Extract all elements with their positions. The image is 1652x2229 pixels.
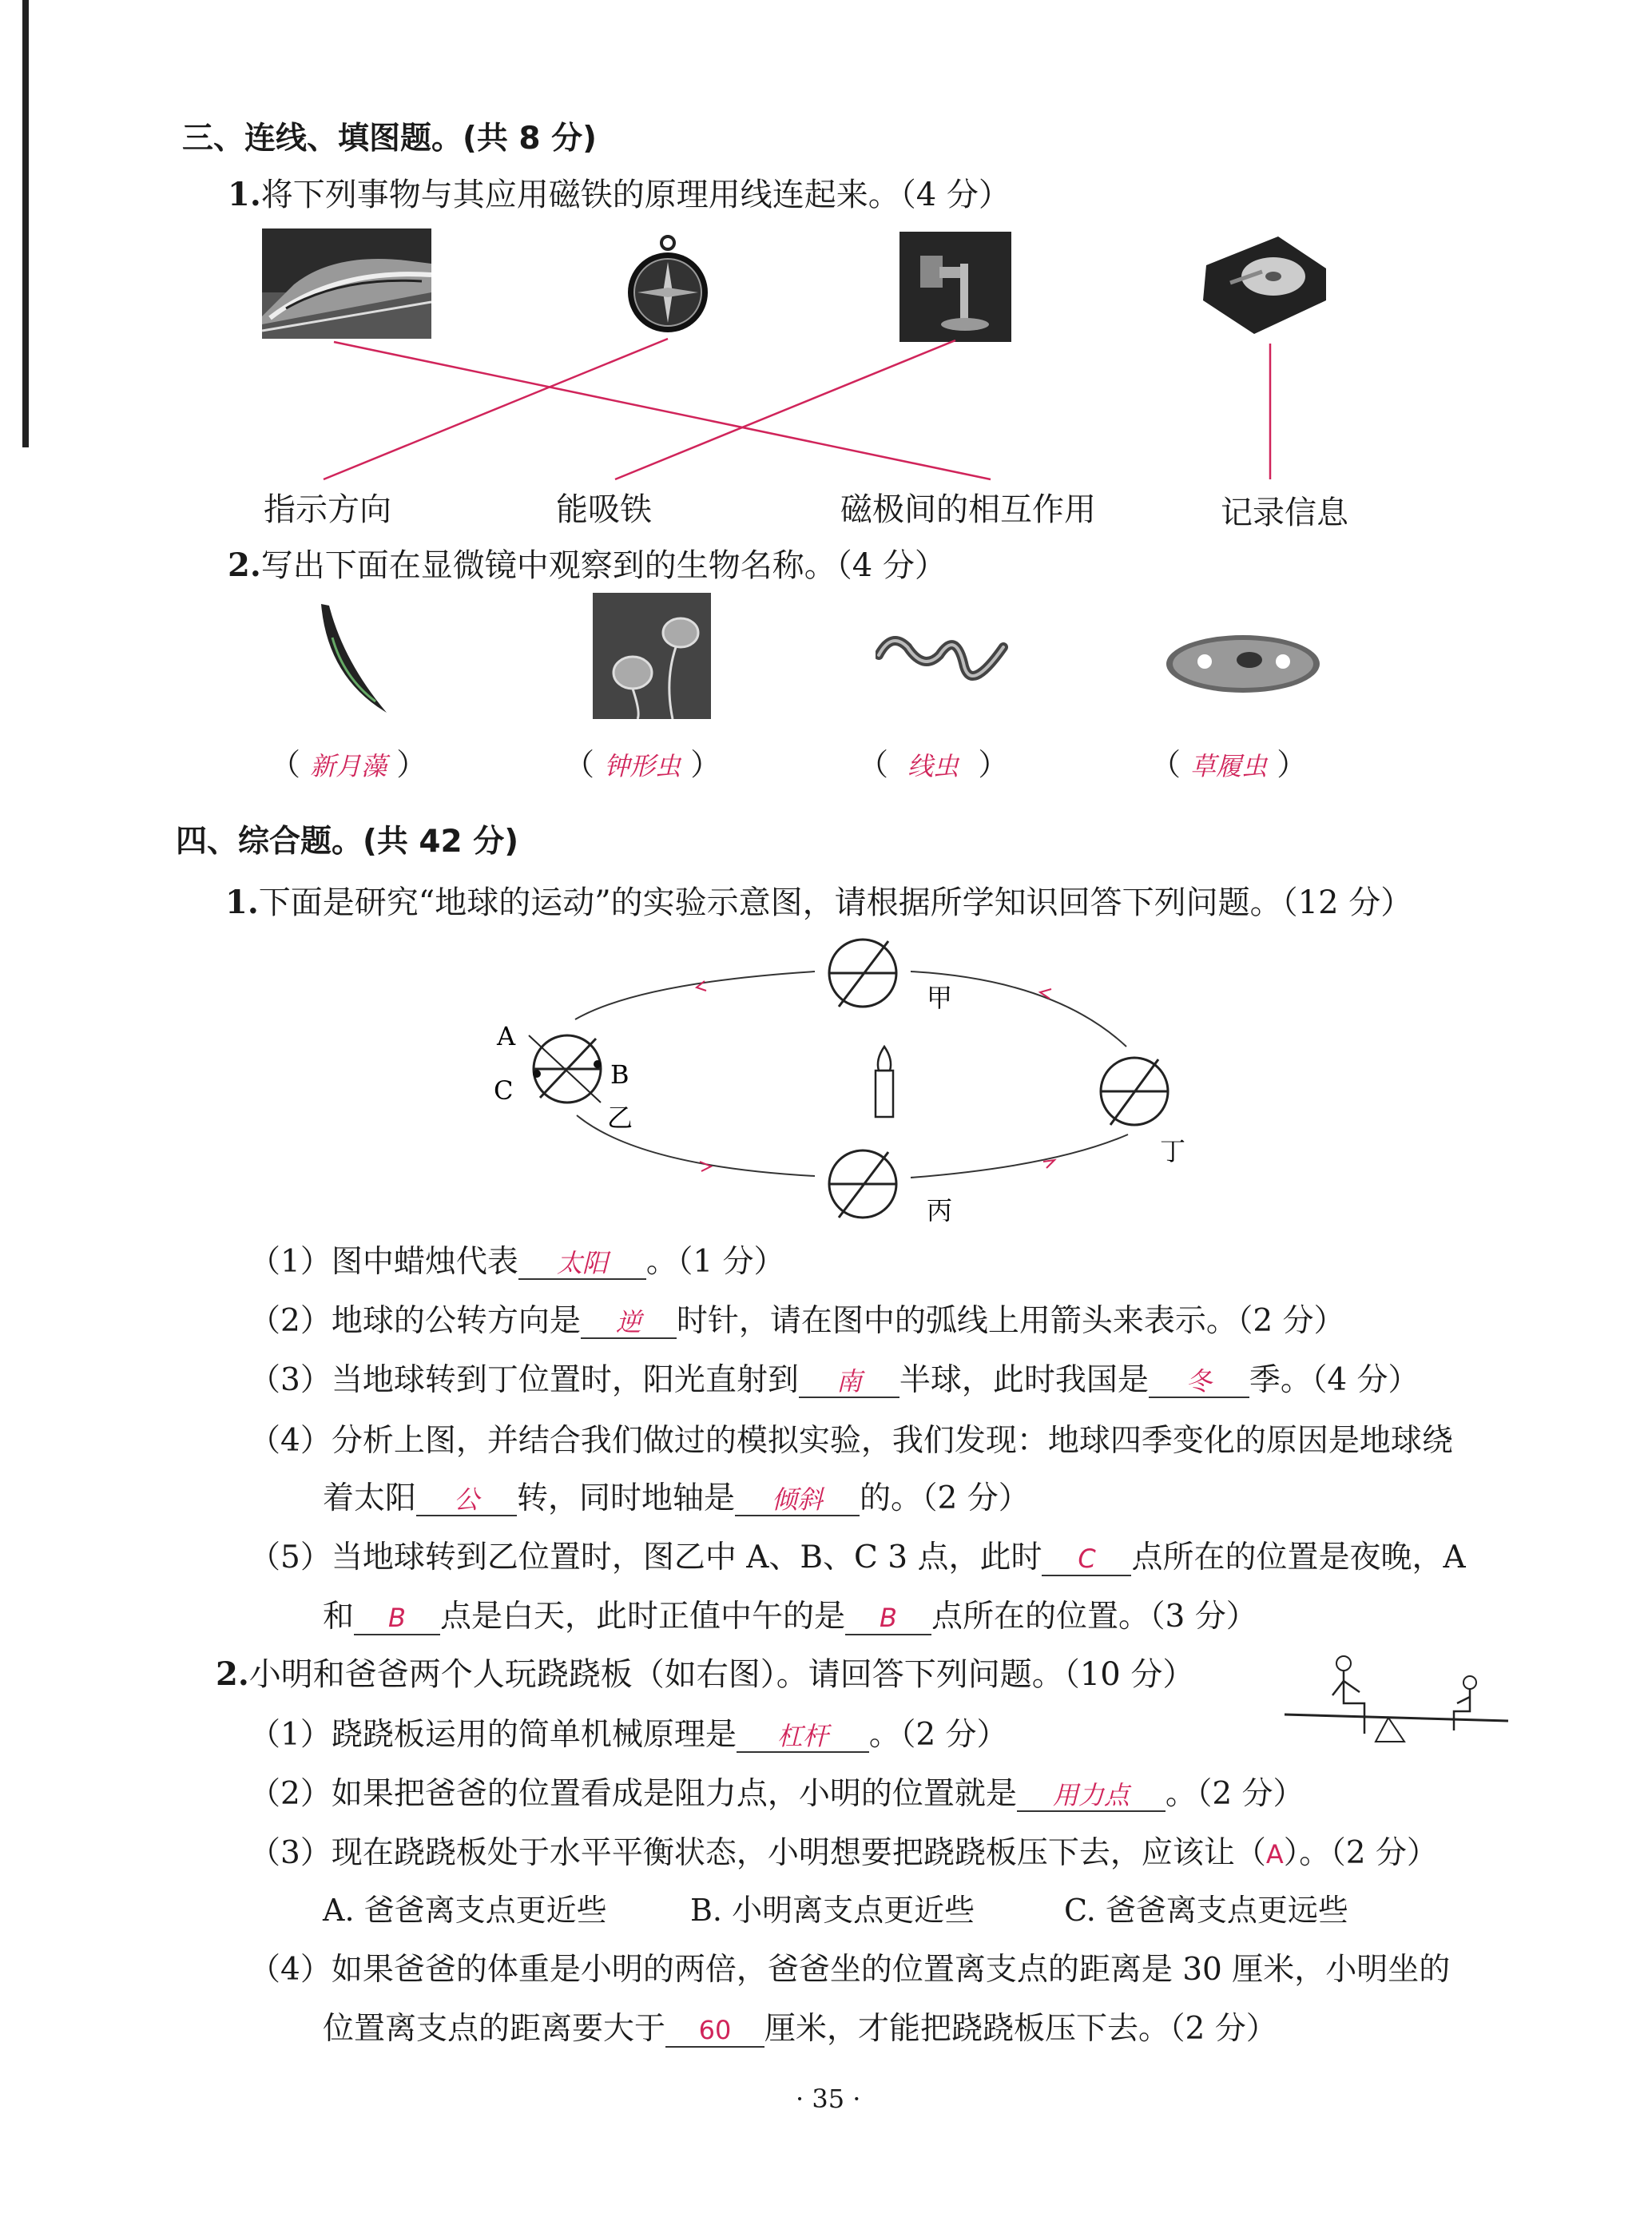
q2s4-answer: 60 — [698, 2015, 732, 2045]
q2s3-pre: （3）现在跷跷板处于水平平衡状态，小明想要把跷跷板压下去，应该让（ — [249, 1835, 1266, 1871]
s4-q2-s4-line2 — [323, 2004, 1277, 2048]
matching-lines — [0, 0, 1652, 559]
s2-answer: 逆 — [615, 1307, 641, 1337]
line-compass-to-direction — [324, 339, 668, 479]
s2-pre: （2）地球的公转方向是 — [249, 1303, 581, 1339]
earth-orbit-diagram — [479, 927, 1214, 1230]
s1-post: 。（1 分） — [645, 1244, 785, 1280]
label-bing: 丙 — [927, 1195, 953, 1226]
q2s1-blank[interactable] — [737, 1716, 869, 1753]
arrow-bottom-right — [1043, 1160, 1054, 1168]
s1-blank[interactable] — [518, 1243, 646, 1280]
label-C: C — [494, 1075, 514, 1106]
s3-q2-num: 2. — [228, 546, 261, 584]
s1-answer: 太阳 — [556, 1248, 608, 1278]
label-magnetic-poles: 磁极间的相互作用 — [840, 491, 1096, 528]
organism-answer-2: （ 钟形虫 ） — [564, 747, 721, 782]
s3-blank-2[interactable] — [1149, 1361, 1249, 1398]
s3-q2 — [228, 540, 947, 586]
label-yi: 乙 — [607, 1103, 633, 1133]
s4-post: 的。（2 分） — [860, 1480, 1030, 1516]
label-record-info: 记录信息 — [1221, 495, 1348, 531]
s4-q2-s1 — [249, 1710, 1008, 1754]
q2s4-post: 厘米，才能把跷跷板压下去。（2 分） — [764, 2011, 1277, 2047]
s4-q1-s4-line1: （4）分析上图，并结合我们做过的模拟实验，我们发现：地球四季变化的原因是地球绕 — [249, 1423, 1453, 1459]
answer-vorticella: 钟形虫 — [604, 751, 681, 781]
q2s2-blank[interactable] — [1017, 1775, 1166, 1812]
s4-answer-2: 倾斜 — [772, 1484, 824, 1515]
s4-blank-1[interactable] — [416, 1480, 517, 1516]
s4-pre: 着太阳 — [323, 1480, 417, 1516]
answer-paramecium: 草履虫 — [1190, 751, 1268, 781]
vorticella-image — [593, 593, 711, 719]
s5-mid2: 点是白天，此时正值中午的是 — [440, 1599, 846, 1635]
q2s4-blank[interactable] — [665, 2011, 764, 2048]
s5-pre2: 和 — [323, 1599, 355, 1635]
s2-post: 时针，请在图中的弧线上用箭头来表示。（2 分） — [676, 1303, 1345, 1339]
s4-q1-s1 — [249, 1237, 785, 1281]
s4-q2 — [216, 1649, 1194, 1695]
s5-answer-1: C — [1078, 1544, 1096, 1574]
earth-bing — [829, 1150, 896, 1218]
line-maglev-to-magnetic-poles — [334, 342, 991, 479]
label-direction: 指示方向 — [264, 491, 391, 528]
orbit-arc-bottom-right — [911, 1134, 1128, 1178]
s1-pre: （1）图中蜡烛代表 — [249, 1244, 518, 1280]
page-number: · 35 · — [796, 2084, 861, 2114]
earth-yi — [529, 1035, 602, 1103]
label-attract-iron: 能吸铁 — [556, 491, 652, 528]
s4-q1-s2 — [249, 1296, 1345, 1341]
q2s2-answer: 用力点 — [1052, 1780, 1130, 1810]
s4-mid: 转，同时地轴是 — [517, 1480, 736, 1516]
s4-blank-2[interactable] — [735, 1480, 860, 1516]
s4-q1-s5-line1 — [249, 1532, 1466, 1577]
organism-answer-4: （ 草履虫 ） — [1150, 747, 1308, 782]
s4-q2-s4-line1: （4）如果爸爸的体重是小明的两倍，爸爸坐的位置离支点的距离是 30 厘米，小明坐的 — [249, 1952, 1451, 1988]
option-c: C. 爸爸离支点更远些 — [1064, 1893, 1348, 1928]
q2s1-answer: 杠杆 — [776, 1721, 828, 1751]
s5-answer-2: B — [388, 1603, 406, 1633]
organism-answer-3: （ 线虫 ） — [858, 747, 1009, 782]
s5-post: 点所在的位置。（3 分） — [931, 1599, 1257, 1635]
line-doorstop-to-attract-iron — [615, 340, 955, 479]
s3-q1-num: 1. — [228, 176, 261, 213]
s3-answer-2: 冬 — [1185, 1366, 1212, 1397]
s5-blank-1[interactable] — [1042, 1540, 1131, 1576]
s3-mid: 半球，此时我国是 — [899, 1362, 1149, 1398]
s3-q1-text: 将下列事物与其应用磁铁的原理用线连起来。（4 分） — [260, 177, 1011, 213]
answer-nematode: 线虫 — [907, 751, 959, 781]
q2s1-pre: （1）跷跷板运用的简单机械原理是 — [249, 1717, 737, 1753]
s3-post: 季。（4 分） — [1249, 1362, 1420, 1398]
s5-answer-3: B — [880, 1603, 897, 1633]
s5-blank-2[interactable] — [354, 1599, 440, 1635]
s5-mid: 点所在的位置是夜晚，A — [1131, 1540, 1466, 1575]
orbit-arc-top-left — [575, 971, 815, 1019]
s5-blank-3[interactable] — [845, 1599, 931, 1635]
s3-pre: （3）当地球转到丁位置时，阳光直射到 — [249, 1362, 799, 1398]
label-jia: 甲 — [927, 983, 953, 1013]
s4-q2-s3 — [249, 1828, 1438, 1873]
s4-q1-s4-line2 — [323, 1473, 1030, 1518]
s4-q1-s5-line2 — [323, 1591, 1257, 1636]
q2s1-post: 。（2 分） — [868, 1717, 1008, 1753]
option-b: B. 小明离支点更近些 — [690, 1893, 975, 1928]
s4-q2-num: 2. — [216, 1655, 249, 1693]
seesaw-image — [1277, 1654, 1513, 1745]
s5-pre: （5）当地球转到乙位置时，图乙中 A、B、C 3 点，此时 — [249, 1540, 1042, 1575]
answer-closterium: 新月藻 — [310, 751, 387, 781]
s4-q2-text: 小明和爸爸两个人玩跷跷板（如右图）。请回答下列问题。（10 分） — [248, 1656, 1195, 1693]
nematode-image — [876, 623, 1008, 703]
s4-q1-s3 — [249, 1355, 1420, 1400]
earth-jia — [829, 940, 896, 1007]
s3-answer-1: 南 — [836, 1366, 862, 1397]
label-B: B — [610, 1059, 629, 1090]
q2s2-pre: （2）如果把爸爸的位置看成是阻力点，小明的位置就是 — [249, 1776, 1017, 1812]
s3-blank-1[interactable] — [799, 1361, 899, 1398]
q2s2-post: 。（2 分） — [1165, 1776, 1305, 1812]
option-a: A. 爸爸离支点更近些 — [323, 1893, 607, 1928]
label-A: A — [497, 1021, 516, 1051]
candle-sun — [876, 1047, 893, 1117]
s4-q1-text: 下面是研究“地球的运动”的实验示意图，请根据所学知识回答下列问题。（12 分） — [258, 884, 1413, 921]
earth-ding — [1101, 1058, 1168, 1125]
s3-q2-text: 写出下面在显微镜中观察到的生物名称。（4 分） — [260, 547, 947, 584]
organism-answer-1: （ 新月藻 ） — [270, 747, 427, 782]
s4-answer-1: 公 — [454, 1484, 480, 1515]
q2s3-answer: A — [1265, 1839, 1284, 1869]
section3-title: 三、连线、填图题。(共 8 分) — [182, 121, 597, 157]
q2s3-post: ）。（2 分） — [1283, 1835, 1438, 1871]
s4-q2-s2 — [249, 1769, 1305, 1814]
s4-q1-num: 1. — [225, 884, 259, 921]
q2s4-pre: 位置离支点的距离要大于 — [323, 2011, 666, 2047]
arrow-bottom-left — [700, 1162, 711, 1171]
paramecium-image — [1163, 630, 1323, 698]
closterium-image — [304, 598, 399, 717]
label-ding: 丁 — [1160, 1136, 1186, 1166]
section4-title: 四、综合题。(共 42 分) — [176, 824, 519, 860]
s4-q1 — [225, 877, 1412, 923]
s2-blank[interactable] — [581, 1302, 677, 1339]
